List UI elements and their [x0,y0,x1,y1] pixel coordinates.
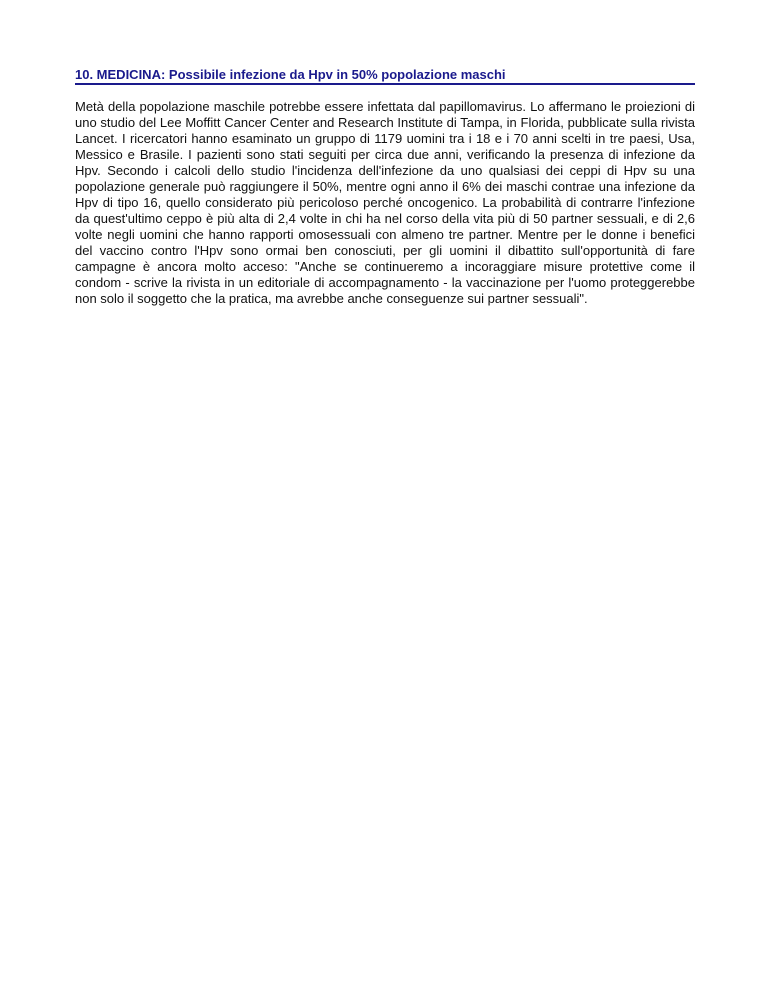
article-body: Metà della popolazione maschile potrebbe essere infettata dal papillomavirus. Lo affermano le proiezioni di uno studio del Lee Moffitt Cancer Center and Research Institute di Tampa, in Florida, pubblicate sulla rivista Lancet. I ricercatori hanno esaminato un gruppo di 1179 uomini tra i 18 e i 70 anni scelti in tre paesi, Usa, Messico e Brasile. I pazienti sono stati seguiti per circa due anni, verificando la presenza di infezione da Hpv. Secondo i calcoli dello studio l'incidenza dell'infezione da uno qualsiasi dei ceppi di Hpv su una popolazione generale può raggiungere il 50%, mentre ogni anno il 6% dei maschi contrae una infezione da Hpv di tipo 16, quello considerato più pericoloso perché oncogenico. La probabilità di contrarre l'infezione da quest'ultimo ceppo è più alta di 2,4 volte in chi ha nel corso della vita più di 50 partner sessuali, e di 2,6 volte negli uomini che hanno rapporti omosessuali con almeno tre partner. Mentre per le donne i benefici del vaccino contro l'Hpv sono ormai ben conosciuti, per gli uomini il dibattito sull'opportunità di fare campagne è ancora molto acceso: "Anche se continueremo a incoraggiare misure protettive come il condom - scrive la rivista in un editoriale di accompagnamento - la vaccinazione per l'uomo proteggerebbe non solo il soggetto che la pratica, ma avrebbe anche conseguenze sui partner sessuali". [75,99,695,306]
article [75,66,695,307]
article-headline: 10. MEDICINA: Possibile infezione da Hpv in 50% popolazione maschi [75,67,506,82]
headline-underline [75,83,695,85]
